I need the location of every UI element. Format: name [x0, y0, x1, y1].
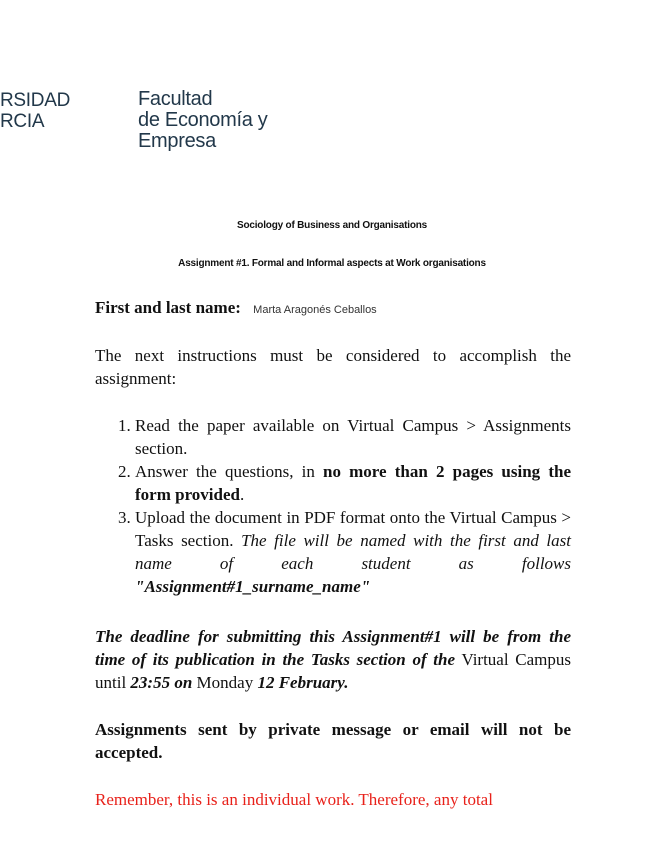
- deadline-campus: Virtual Campus until: [95, 650, 571, 692]
- step-3-text: Upload the document in PDF format onto the Virtual Campus > Tasks section.: [135, 508, 571, 550]
- list-item: [135, 506, 571, 598]
- assignment-title: Assignment #1. Formal and Informal aspects at Work organisations: [178, 258, 486, 269]
- logo-right-line-3: Empresa: [138, 130, 216, 152]
- deadline-lead: The deadline for submitting this Assignment#1 will be from the time of its publication in the Tasks section of the: [95, 627, 571, 669]
- deadline-paragraph: [95, 625, 571, 694]
- step-1-text: Read the paper available on Virtual Campus > Assignments section.: [135, 416, 571, 458]
- name-field-row: [95, 298, 377, 318]
- step-2-text: Answer the questions, in: [135, 462, 324, 481]
- deadline-date: 12 February.: [257, 673, 349, 692]
- faculty-logo-text: [138, 89, 268, 152]
- logo-left-line-1: RSIDAD: [0, 90, 70, 111]
- instruction-list: [95, 414, 571, 598]
- not-accepted-notice: Assignments sent by private message or email will not be accepted.: [95, 720, 571, 762]
- step-2-emphasis: no more than 2 pages using the form provided: [135, 462, 572, 504]
- logo-right-line-2: de Economía y: [138, 109, 268, 131]
- deadline-weekday: Monday: [192, 673, 258, 692]
- list-item: [135, 460, 571, 506]
- course-subject: Sociology of Business and Organisations: [236, 220, 427, 231]
- logo-left-line-2: RCIA: [0, 111, 45, 132]
- name-field-value: Marta Aragonés Ceballos: [253, 304, 377, 316]
- name-field-label: First and last name:: [95, 298, 241, 317]
- list-item: [135, 414, 571, 460]
- step-2-end: .: [240, 485, 245, 504]
- individual-work-warning: Remember, this is an individual work. Therefore, any total: [95, 790, 493, 809]
- step-3-filename: "Assignment#1_surname_name": [135, 577, 371, 596]
- step-3-naming-note: The file will be named with the first and last name of each student as follows: [135, 531, 571, 573]
- instructions-intro: The next instructions must be considered to accomplish the assignment:: [95, 346, 571, 388]
- university-logo-text: [0, 90, 80, 132]
- deadline-time: 23:55 on: [130, 673, 193, 692]
- logo-right-line-1: Facultad: [138, 88, 213, 110]
